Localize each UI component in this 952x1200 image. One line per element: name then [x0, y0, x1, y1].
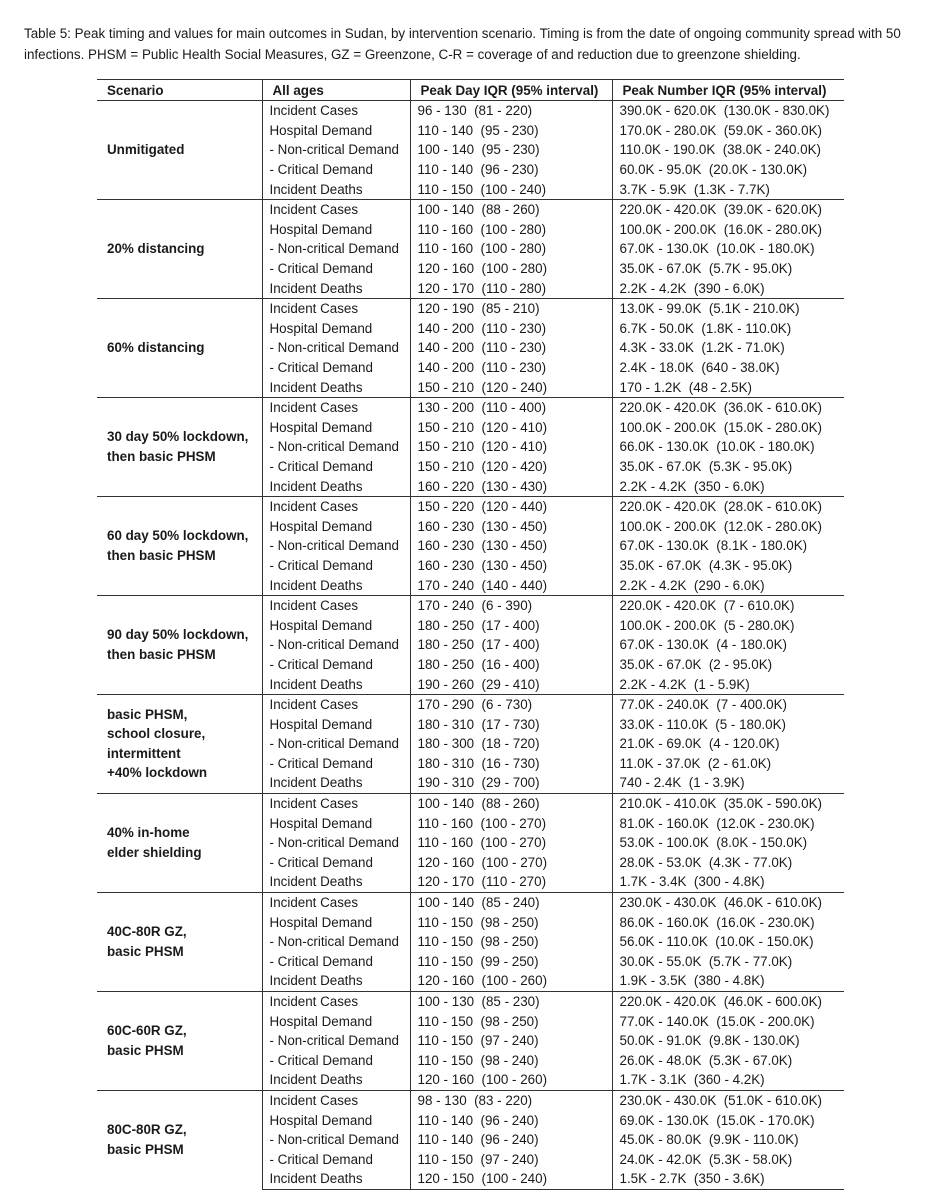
peak-day-cell: 140 - 200 (110 - 230)	[410, 358, 612, 378]
outcome-cell: Hospital Demand	[262, 615, 410, 635]
peak-day-cell: 150 - 220 (120 - 440)	[410, 496, 612, 516]
scenario-cell	[97, 199, 262, 298]
peak-number-cell: 220.0K - 420.0K (36.0K - 610.0K)	[612, 397, 844, 417]
outcome-cell: - Critical Demand	[262, 457, 410, 477]
scenario-label-line: intermittent	[107, 745, 181, 761]
peak-day-cell: 180 - 310 (16 - 730)	[410, 754, 612, 774]
outcome-cell: - Non-critical Demand	[262, 932, 410, 952]
peak-number-cell: 45.0K - 80.0K (9.9K - 110.0K)	[612, 1130, 844, 1150]
table-row	[97, 694, 844, 714]
peak-number-cell: 1.7K - 3.1K (360 - 4.2K)	[612, 1070, 844, 1090]
table-row	[97, 199, 844, 219]
header-peak-number: Peak Number IQR (95% interval)	[612, 80, 844, 101]
peak-day-cell: 110 - 150 (98 - 240)	[410, 1051, 612, 1071]
scenario-label-line: 90 day 50% lockdown,	[107, 627, 249, 643]
caption-line: infections. PHSM = Public Health Social Measures, GZ = Greenzone, C-R = coverage of and reduction due to greenzone shielding.	[24, 47, 801, 62]
outcome-cell: Incident Cases	[262, 991, 410, 1011]
scenario-label-line: then basic PHSM	[107, 547, 216, 563]
scenario-cell	[97, 101, 262, 200]
outcome-cell: Incident Deaths	[262, 971, 410, 991]
outcome-cell: Incident Deaths	[262, 674, 410, 694]
peak-number-cell: 26.0K - 48.0K (5.3K - 67.0K)	[612, 1051, 844, 1071]
peak-day-cell: 110 - 140 (96 - 230)	[410, 160, 612, 180]
peak-number-cell: 6.7K - 50.0K (1.8K - 110.0K)	[612, 319, 844, 339]
table-body	[97, 101, 844, 1190]
peak-number-cell: 69.0K - 130.0K (15.0K - 170.0K)	[612, 1110, 844, 1130]
peak-day-cell: 100 - 140 (85 - 240)	[410, 892, 612, 912]
peak-number-cell: 1.7K - 3.4K (300 - 4.8K)	[612, 872, 844, 892]
peak-day-cell: 160 - 230 (130 - 450)	[410, 516, 612, 536]
peak-number-cell: 2.2K - 4.2K (1 - 5.9K)	[612, 674, 844, 694]
outcome-cell: - Critical Demand	[262, 754, 410, 774]
peak-number-cell: 77.0K - 140.0K (15.0K - 200.0K)	[612, 1011, 844, 1031]
peak-day-cell: 110 - 150 (98 - 250)	[410, 912, 612, 932]
outcome-cell: Incident Deaths	[262, 179, 410, 199]
outcome-cell: Incident Deaths	[262, 278, 410, 298]
table-caption	[24, 23, 929, 65]
peak-day-cell: 120 - 160 (100 - 270)	[410, 853, 612, 873]
peak-day-cell: 100 - 140 (88 - 260)	[410, 793, 612, 813]
table-row	[97, 793, 844, 813]
outcome-cell: Hospital Demand	[262, 319, 410, 339]
peak-day-cell: 120 - 150 (100 - 240)	[410, 1169, 612, 1189]
outcome-cell: - Non-critical Demand	[262, 437, 410, 457]
table-row	[97, 991, 844, 1011]
peak-number-cell: 220.0K - 420.0K (28.0K - 610.0K)	[612, 496, 844, 516]
peak-number-cell: 28.0K - 53.0K (4.3K - 77.0K)	[612, 853, 844, 873]
scenario-label-line: 20% distancing	[107, 241, 205, 257]
peak-day-cell: 110 - 150 (100 - 240)	[410, 179, 612, 199]
peak-day-cell: 100 - 140 (95 - 230)	[410, 140, 612, 160]
outcome-cell: Hospital Demand	[262, 121, 410, 141]
peak-day-cell: 180 - 250 (17 - 400)	[410, 635, 612, 655]
outcome-cell: Incident Cases	[262, 892, 410, 912]
outcome-cell: - Critical Demand	[262, 952, 410, 972]
outcome-cell: Incident Deaths	[262, 773, 410, 793]
outcome-cell: - Critical Demand	[262, 160, 410, 180]
scenario-label-line: 30 day 50% lockdown,	[107, 429, 249, 445]
table-row	[97, 1090, 844, 1110]
scenario-label-line: then basic PHSM	[107, 646, 216, 662]
outcome-cell: Hospital Demand	[262, 1110, 410, 1130]
peak-number-cell: 2.2K - 4.2K (350 - 6.0K)	[612, 476, 844, 496]
scenario-cell	[97, 1090, 262, 1189]
peak-number-cell: 77.0K - 240.0K (7 - 400.0K)	[612, 694, 844, 714]
outcome-cell: - Non-critical Demand	[262, 635, 410, 655]
peak-number-cell: 66.0K - 130.0K (10.0K - 180.0K)	[612, 437, 844, 457]
peak-number-cell: 67.0K - 130.0K (10.0K - 180.0K)	[612, 239, 844, 259]
peak-number-cell: 170 - 1.2K (48 - 2.5K)	[612, 377, 844, 397]
outcome-cell: - Non-critical Demand	[262, 833, 410, 853]
peak-number-cell: 100.0K - 200.0K (5 - 280.0K)	[612, 615, 844, 635]
peak-number-cell: 33.0K - 110.0K (5 - 180.0K)	[612, 714, 844, 734]
table-row	[97, 298, 844, 318]
peak-number-cell: 86.0K - 160.0K (16.0K - 230.0K)	[612, 912, 844, 932]
peak-day-cell: 160 - 220 (130 - 430)	[410, 476, 612, 496]
outcome-cell: - Non-critical Demand	[262, 1130, 410, 1150]
peak-number-cell: 67.0K - 130.0K (4 - 180.0K)	[612, 635, 844, 655]
peak-number-cell: 220.0K - 420.0K (46.0K - 600.0K)	[612, 991, 844, 1011]
peak-number-cell: 21.0K - 69.0K (4 - 120.0K)	[612, 734, 844, 754]
outcome-cell: Incident Deaths	[262, 377, 410, 397]
scenario-label-line: 40% in-home	[107, 825, 190, 841]
peak-number-cell: 11.0K - 37.0K (2 - 61.0K)	[612, 754, 844, 774]
peak-day-cell: 140 - 200 (110 - 230)	[410, 319, 612, 339]
peak-day-cell: 120 - 160 (100 - 260)	[410, 1070, 612, 1090]
peak-day-cell: 160 - 230 (130 - 450)	[410, 556, 612, 576]
peak-day-cell: 96 - 130 (81 - 220)	[410, 101, 612, 121]
scenario-label-line: 60% distancing	[107, 340, 205, 356]
peak-number-cell: 170.0K - 280.0K (59.0K - 360.0K)	[612, 121, 844, 141]
peak-number-cell: 210.0K - 410.0K (35.0K - 590.0K)	[612, 793, 844, 813]
peak-number-cell: 110.0K - 190.0K (38.0K - 240.0K)	[612, 140, 844, 160]
peak-day-cell: 110 - 160 (100 - 270)	[410, 833, 612, 853]
peak-number-cell: 24.0K - 42.0K (5.3K - 58.0K)	[612, 1149, 844, 1169]
outcome-cell: Incident Cases	[262, 694, 410, 714]
outcome-cell: Hospital Demand	[262, 516, 410, 536]
outcome-cell: Incident Deaths	[262, 575, 410, 595]
peak-number-cell: 53.0K - 100.0K (8.0K - 150.0K)	[612, 833, 844, 853]
peak-number-cell: 35.0K - 67.0K (4.3K - 95.0K)	[612, 556, 844, 576]
peak-number-cell: 230.0K - 430.0K (46.0K - 610.0K)	[612, 892, 844, 912]
peak-number-cell: 50.0K - 91.0K (9.8K - 130.0K)	[612, 1031, 844, 1051]
outcome-cell: - Non-critical Demand	[262, 239, 410, 259]
outcome-cell: - Critical Demand	[262, 556, 410, 576]
peak-day-cell: 120 - 170 (110 - 280)	[410, 278, 612, 298]
peak-number-cell: 81.0K - 160.0K (12.0K - 230.0K)	[612, 813, 844, 833]
scenario-label-line: elder shielding	[107, 844, 202, 860]
peak-number-cell: 60.0K - 95.0K (20.0K - 130.0K)	[612, 160, 844, 180]
outcome-cell: Incident Cases	[262, 298, 410, 318]
peak-day-cell: 160 - 230 (130 - 450)	[410, 536, 612, 556]
peak-day-cell: 150 - 210 (120 - 420)	[410, 457, 612, 477]
outcome-cell: Hospital Demand	[262, 418, 410, 438]
scenario-cell	[97, 496, 262, 595]
scenario-label-line: +40% lockdown	[107, 765, 208, 781]
peak-day-cell: 110 - 150 (97 - 240)	[410, 1031, 612, 1051]
peak-day-cell: 180 - 300 (18 - 720)	[410, 734, 612, 754]
peak-day-cell: 110 - 140 (95 - 230)	[410, 121, 612, 141]
peak-day-cell: 150 - 210 (120 - 410)	[410, 437, 612, 457]
peak-day-cell: 130 - 200 (110 - 400)	[410, 397, 612, 417]
peak-day-cell: 150 - 210 (120 - 240)	[410, 377, 612, 397]
scenario-cell	[97, 991, 262, 1090]
outcome-cell: - Non-critical Demand	[262, 536, 410, 556]
peak-day-cell: 170 - 240 (6 - 390)	[410, 595, 612, 615]
scenario-label-line: basic PHSM	[107, 1042, 184, 1058]
scenario-label-line: then basic PHSM	[107, 448, 216, 464]
peak-day-cell: 98 - 130 (83 - 220)	[410, 1090, 612, 1110]
outcome-cell: Incident Deaths	[262, 1169, 410, 1189]
outcome-cell: - Critical Demand	[262, 259, 410, 279]
table-row	[97, 892, 844, 912]
outcome-cell: - Non-critical Demand	[262, 1031, 410, 1051]
peak-day-cell: 180 - 310 (17 - 730)	[410, 714, 612, 734]
peak-number-cell: 56.0K - 110.0K (10.0K - 150.0K)	[612, 932, 844, 952]
peak-day-cell: 120 - 170 (110 - 270)	[410, 872, 612, 892]
peak-day-cell: 120 - 160 (100 - 260)	[410, 971, 612, 991]
outcome-cell: Incident Cases	[262, 793, 410, 813]
peak-day-cell: 190 - 310 (29 - 700)	[410, 773, 612, 793]
peak-number-cell: 100.0K - 200.0K (16.0K - 280.0K)	[612, 220, 844, 240]
peak-day-cell: 190 - 260 (29 - 410)	[410, 674, 612, 694]
scenario-cell	[97, 595, 262, 694]
outcome-cell: Incident Deaths	[262, 476, 410, 496]
peak-day-cell: 110 - 150 (98 - 250)	[410, 1011, 612, 1031]
outcome-cell: - Non-critical Demand	[262, 734, 410, 754]
peak-number-cell: 230.0K - 430.0K (51.0K - 610.0K)	[612, 1090, 844, 1110]
outcome-cell: - Critical Demand	[262, 1149, 410, 1169]
scenario-label-line: 60C-60R GZ,	[107, 1023, 187, 1039]
outcome-cell: Incident Cases	[262, 199, 410, 219]
outcome-cell: - Critical Demand	[262, 358, 410, 378]
header-scenario: Scenario	[97, 80, 262, 101]
peak-number-cell: 35.0K - 67.0K (5.7K - 95.0K)	[612, 259, 844, 279]
scenario-cell	[97, 397, 262, 496]
peak-day-cell: 110 - 150 (97 - 240)	[410, 1149, 612, 1169]
peak-number-cell: 13.0K - 99.0K (5.1K - 210.0K)	[612, 298, 844, 318]
peak-day-cell: 180 - 250 (17 - 400)	[410, 615, 612, 635]
peak-day-cell: 140 - 200 (110 - 230)	[410, 338, 612, 358]
table-row	[97, 595, 844, 615]
outcome-cell: Incident Cases	[262, 397, 410, 417]
peak-number-cell: 390.0K - 620.0K (130.0K - 830.0K)	[612, 101, 844, 121]
peak-number-cell: 740 - 2.4K (1 - 3.9K)	[612, 773, 844, 793]
peak-number-cell: 2.2K - 4.2K (290 - 6.0K)	[612, 575, 844, 595]
peak-number-cell: 220.0K - 420.0K (7 - 610.0K)	[612, 595, 844, 615]
outcome-cell: Incident Cases	[262, 496, 410, 516]
scenario-label-line: basic PHSM	[107, 1141, 184, 1157]
peak-day-cell: 110 - 140 (96 - 240)	[410, 1110, 612, 1130]
outcome-cell: Hospital Demand	[262, 1011, 410, 1031]
peak-day-cell: 110 - 160 (100 - 270)	[410, 813, 612, 833]
peak-day-cell: 100 - 140 (88 - 260)	[410, 199, 612, 219]
peak-day-cell: 110 - 150 (99 - 250)	[410, 952, 612, 972]
peak-day-cell: 170 - 240 (140 - 440)	[410, 575, 612, 595]
outcome-cell: - Critical Demand	[262, 1051, 410, 1071]
peak-day-cell: 180 - 250 (16 - 400)	[410, 655, 612, 675]
outcome-cell: Hospital Demand	[262, 714, 410, 734]
peak-day-cell: 110 - 150 (98 - 250)	[410, 932, 612, 952]
scenario-label-line: school closure,	[107, 726, 206, 742]
outcome-cell: Hospital Demand	[262, 813, 410, 833]
results-table	[97, 79, 844, 1190]
peak-number-cell: 67.0K - 130.0K (8.1K - 180.0K)	[612, 536, 844, 556]
table-row	[97, 496, 844, 516]
outcome-cell: - Critical Demand	[262, 655, 410, 675]
scenario-label-line: basic PHSM,	[107, 706, 188, 722]
outcome-cell: - Non-critical Demand	[262, 140, 410, 160]
peak-day-cell: 100 - 130 (85 - 230)	[410, 991, 612, 1011]
scenario-label-line: 40C-80R GZ,	[107, 924, 187, 940]
peak-number-cell: 220.0K - 420.0K (39.0K - 620.0K)	[612, 199, 844, 219]
outcome-cell: Incident Deaths	[262, 1070, 410, 1090]
peak-number-cell: 3.7K - 5.9K (1.3K - 7.7K)	[612, 179, 844, 199]
peak-day-cell: 110 - 160 (100 - 280)	[410, 239, 612, 259]
header-row	[97, 80, 844, 101]
outcome-cell: Incident Cases	[262, 1090, 410, 1110]
scenario-cell	[97, 892, 262, 991]
peak-number-cell: 2.2K - 4.2K (390 - 6.0K)	[612, 278, 844, 298]
caption-line: Table 5: Peak timing and values for main outcomes in Sudan, by intervention scenario. Timing is from the date of ongoing community spread with 50	[24, 26, 901, 41]
header-all-ages: All ages	[262, 80, 410, 101]
scenario-label-line: Unmitigated	[107, 142, 185, 158]
scenario-cell	[97, 793, 262, 892]
header-peak-day: Peak Day IQR (95% interval)	[410, 80, 612, 101]
peak-number-cell: 2.4K - 18.0K (640 - 38.0K)	[612, 358, 844, 378]
scenario-label-line: basic PHSM	[107, 943, 184, 959]
peak-day-cell: 110 - 140 (96 - 240)	[410, 1130, 612, 1150]
peak-day-cell: 110 - 160 (100 - 280)	[410, 220, 612, 240]
peak-number-cell: 1.9K - 3.5K (380 - 4.8K)	[612, 971, 844, 991]
scenario-label-line: 60 day 50% lockdown,	[107, 528, 249, 544]
peak-number-cell: 100.0K - 200.0K (12.0K - 280.0K)	[612, 516, 844, 536]
peak-number-cell: 35.0K - 67.0K (2 - 95.0K)	[612, 655, 844, 675]
scenario-cell	[97, 694, 262, 793]
peak-day-cell: 120 - 160 (100 - 280)	[410, 259, 612, 279]
peak-number-cell: 4.3K - 33.0K (1.2K - 71.0K)	[612, 338, 844, 358]
table-row	[97, 101, 844, 121]
peak-day-cell: 120 - 190 (85 - 210)	[410, 298, 612, 318]
peak-day-cell: 170 - 290 (6 - 730)	[410, 694, 612, 714]
scenario-label-line: 80C-80R GZ,	[107, 1122, 187, 1138]
peak-number-cell: 30.0K - 55.0K (5.7K - 77.0K)	[612, 952, 844, 972]
peak-number-cell: 100.0K - 200.0K (15.0K - 280.0K)	[612, 418, 844, 438]
outcome-cell: Hospital Demand	[262, 912, 410, 932]
scenario-cell	[97, 298, 262, 397]
outcome-cell: - Non-critical Demand	[262, 338, 410, 358]
table-row	[97, 397, 844, 417]
outcome-cell: Incident Deaths	[262, 872, 410, 892]
outcome-cell: Incident Cases	[262, 101, 410, 121]
peak-number-cell: 1.5K - 2.7K (350 - 3.6K)	[612, 1169, 844, 1189]
outcome-cell: Incident Cases	[262, 595, 410, 615]
outcome-cell: Hospital Demand	[262, 220, 410, 240]
peak-day-cell: 150 - 210 (120 - 410)	[410, 418, 612, 438]
outcome-cell: - Critical Demand	[262, 853, 410, 873]
peak-number-cell: 35.0K - 67.0K (5.3K - 95.0K)	[612, 457, 844, 477]
